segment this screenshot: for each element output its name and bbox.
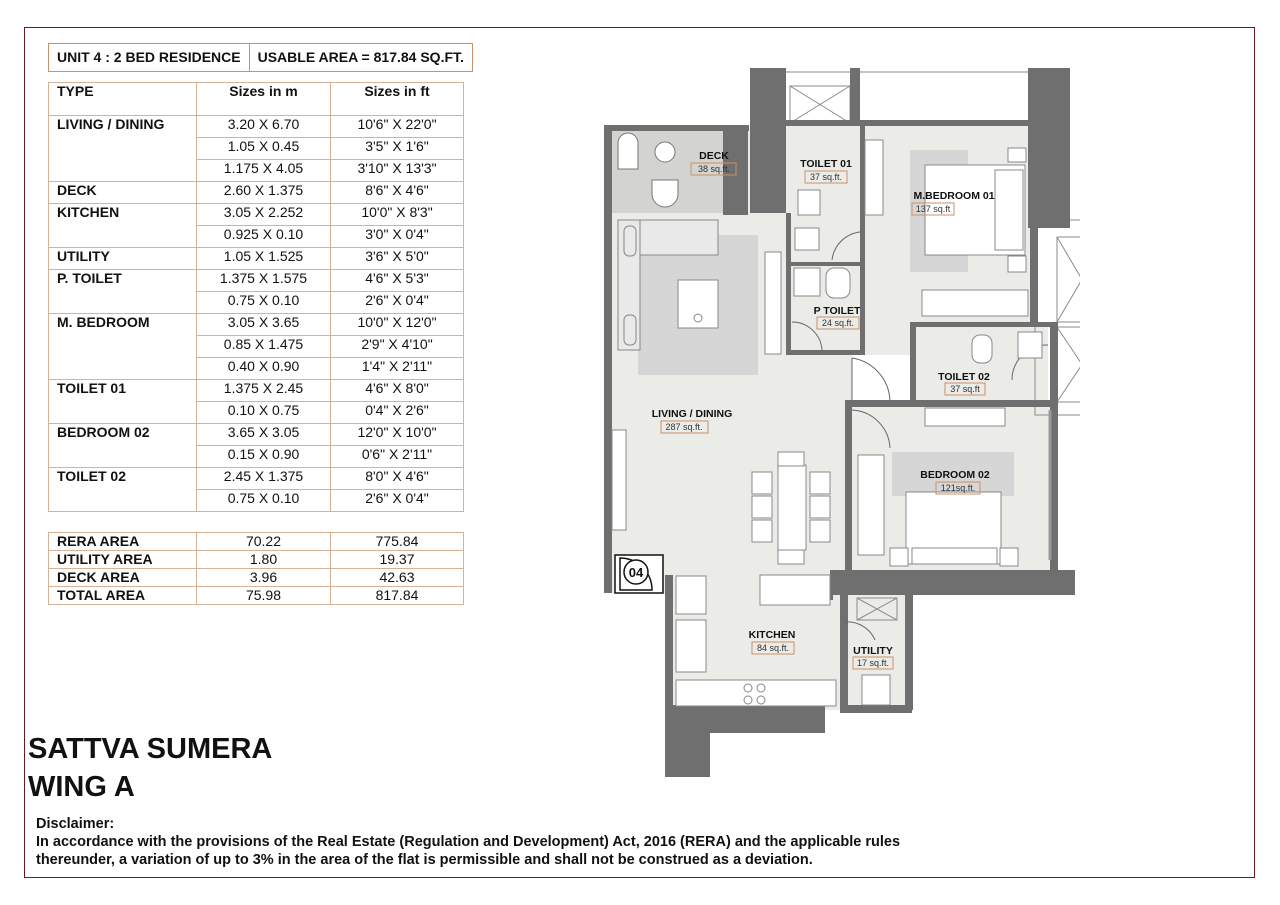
room-name-bedroom02: BEDROOM 02 (920, 469, 990, 481)
room-name-toilet02: TOILET 02 (938, 371, 990, 383)
cell-ft: 10'6" X 22'0" (331, 116, 464, 138)
cell-ft: 1'4" X 2'11" (331, 358, 464, 380)
cell-m: 3.20 X 6.70 (197, 116, 331, 138)
disclaimer (36, 815, 956, 869)
cell-m: 0.40 X 0.90 (197, 358, 331, 380)
room-area-kitchen: 84 sq.ft. (756, 643, 790, 653)
bedroom02-bed (890, 492, 1018, 566)
room-name-ptoilet: P TOILET (813, 305, 861, 317)
cell-m: 0.75 X 0.10 (197, 292, 331, 314)
table-row (49, 270, 464, 292)
room-name-kitchen: KITCHEN (748, 629, 796, 641)
project-wing: WING A (28, 771, 135, 803)
cell-label: TOTAL AREA (49, 587, 197, 605)
floor-plan (590, 60, 1080, 782)
cell-ft: 3'0" X 0'4" (331, 226, 464, 248)
project-title (28, 730, 272, 806)
cell-ft: 42.63 (331, 569, 464, 587)
table-row (49, 380, 464, 402)
cell-type: TOILET 02 (49, 468, 197, 490)
table-row (49, 490, 464, 512)
tv-unit (765, 252, 781, 354)
cell-ft: 0'4" X 2'6" (331, 402, 464, 424)
cell-ft: 3'5" X 1'6" (331, 138, 464, 160)
disclaimer-text: In accordance with the provisions of the Real Estate (Regulation and Development) Act, 2016 (RERA) and the applicable rules thereunder, a variation of up to 3% in the area of the flat is permissible and shall not be construed as a deviation. (36, 834, 901, 868)
cell-m: 0.85 X 1.475 (197, 336, 331, 358)
table-row (49, 569, 464, 587)
table-row (49, 424, 464, 446)
room-area-mbedroom: 137 sq.ft (915, 204, 951, 214)
console (612, 430, 626, 530)
cell-type (49, 402, 197, 424)
cell-m: 0.10 X 0.75 (197, 402, 331, 424)
table-row (49, 160, 464, 182)
table-row (49, 358, 464, 380)
cell-m: 1.375 X 1.575 (197, 270, 331, 292)
cell-type (49, 226, 197, 248)
cell-ft: 3'6" X 5'0" (331, 248, 464, 270)
cell-ft: 10'0" X 12'0" (331, 314, 464, 336)
table-row (49, 138, 464, 160)
room-area-toilet02: 37 sq.ft (950, 384, 980, 394)
cell-type: TOILET 01 (49, 380, 197, 402)
table-row (49, 446, 464, 468)
cell-label: DECK AREA (49, 569, 197, 587)
cell-ft: 2'9" X 4'10" (331, 336, 464, 358)
room-area-bedroom02: 121sq.ft. (940, 483, 976, 493)
cell-ft: 10'0" X 8'3" (331, 204, 464, 226)
table-row (49, 533, 464, 551)
cell-m: 1.05 X 0.45 (197, 138, 331, 160)
cell-m: 3.05 X 3.65 (197, 314, 331, 336)
project-name: SATTVA SUMERA (28, 733, 273, 765)
cell-type: DECK (49, 182, 197, 204)
cell-type (49, 446, 197, 468)
cell-m: 3.05 X 2.252 (197, 204, 331, 226)
cell-m: 2.60 X 1.375 (197, 182, 331, 204)
cell-type (49, 160, 197, 182)
cell-type: M. BEDROOM (49, 314, 197, 336)
table-row (49, 336, 464, 358)
cell-ft: 775.84 (331, 533, 464, 551)
cell-m: 1.80 (197, 551, 331, 569)
disclaimer-title: Disclaimer: (36, 816, 115, 832)
cell-ft: 3'10" X 13'3" (331, 160, 464, 182)
cell-type (49, 138, 197, 160)
room-size-table (48, 82, 464, 512)
cell-ft: 2'6" X 0'4" (331, 292, 464, 314)
table-row (49, 314, 464, 336)
cell-ft: 2'6" X 0'4" (331, 490, 464, 512)
cell-m: 1.05 X 1.525 (197, 248, 331, 270)
table-row (49, 226, 464, 248)
table-row (49, 182, 464, 204)
cell-type (49, 292, 197, 314)
table-header-row (49, 83, 464, 116)
room-name-utility: UTILITY (853, 645, 893, 657)
room-area-ptoilet: 24 sq.ft. (821, 318, 855, 328)
cell-ft: 8'6" X 4'6" (331, 182, 464, 204)
area-summary-table (48, 532, 464, 605)
cell-label: UTILITY AREA (49, 551, 197, 569)
cell-ft: 4'6" X 8'0" (331, 380, 464, 402)
cell-ft: 8'0" X 4'6" (331, 468, 464, 490)
cell-ft: 19.37 (331, 551, 464, 569)
cell-type: KITCHEN (49, 204, 197, 226)
room-name-living: LIVING / DINING (651, 408, 733, 420)
cell-type: UTILITY (49, 248, 197, 270)
cell-m: 75.98 (197, 587, 331, 605)
cell-ft: 817.84 (331, 587, 464, 605)
table-row (49, 551, 464, 569)
unit-number: 04 (628, 565, 644, 580)
table-row (49, 468, 464, 490)
table-row (49, 587, 464, 605)
unit-title: UNIT 4 : 2 BED RESIDENCE (48, 43, 250, 72)
cell-type: BEDROOM 02 (49, 424, 197, 446)
cell-m: 0.15 X 0.90 (197, 446, 331, 468)
cell-type: LIVING / DINING (49, 116, 197, 138)
table-row (49, 402, 464, 424)
cell-m: 1.375 X 2.45 (197, 380, 331, 402)
table-row (49, 116, 464, 138)
cell-m: 3.65 X 3.05 (197, 424, 331, 446)
cell-m: 0.75 X 0.10 (197, 490, 331, 512)
table-row (49, 248, 464, 270)
cell-type (49, 490, 197, 512)
room-area-living: 287 sq.ft. (665, 422, 703, 432)
cell-m: 1.175 X 4.05 (197, 160, 331, 182)
cell-type (49, 336, 197, 358)
cell-m: 0.925 X 0.10 (197, 226, 331, 248)
room-name-toilet01: TOILET 01 (800, 158, 852, 170)
table-row (49, 204, 464, 226)
room-name-deck: DECK (699, 150, 729, 162)
column-header: Sizes in ft (331, 83, 464, 116)
cell-type (49, 358, 197, 380)
cell-type: P. TOILET (49, 270, 197, 292)
cell-m: 2.45 X 1.375 (197, 468, 331, 490)
room-area-deck: 38 sq.ft. (697, 164, 731, 174)
column-header: Sizes in m (197, 83, 331, 116)
usable-area: USABLE AREA = 817.84 SQ.FT. (250, 43, 473, 72)
cell-ft: 4'6" X 5'3" (331, 270, 464, 292)
room-area-utility: 17 sq.ft. (856, 658, 890, 668)
room-area-toilet01: 37 sq.ft. (809, 172, 843, 182)
column-header: TYPE (49, 83, 197, 116)
cell-ft: 12'0" X 10'0" (331, 424, 464, 446)
room-name-mbedroom: M.BEDROOM 01 (913, 190, 995, 202)
cell-m: 70.22 (197, 533, 331, 551)
unit-header (48, 43, 473, 72)
cell-label: RERA AREA (49, 533, 197, 551)
table-row (49, 292, 464, 314)
cell-m: 3.96 (197, 569, 331, 587)
cell-ft: 0'6" X 2'11" (331, 446, 464, 468)
